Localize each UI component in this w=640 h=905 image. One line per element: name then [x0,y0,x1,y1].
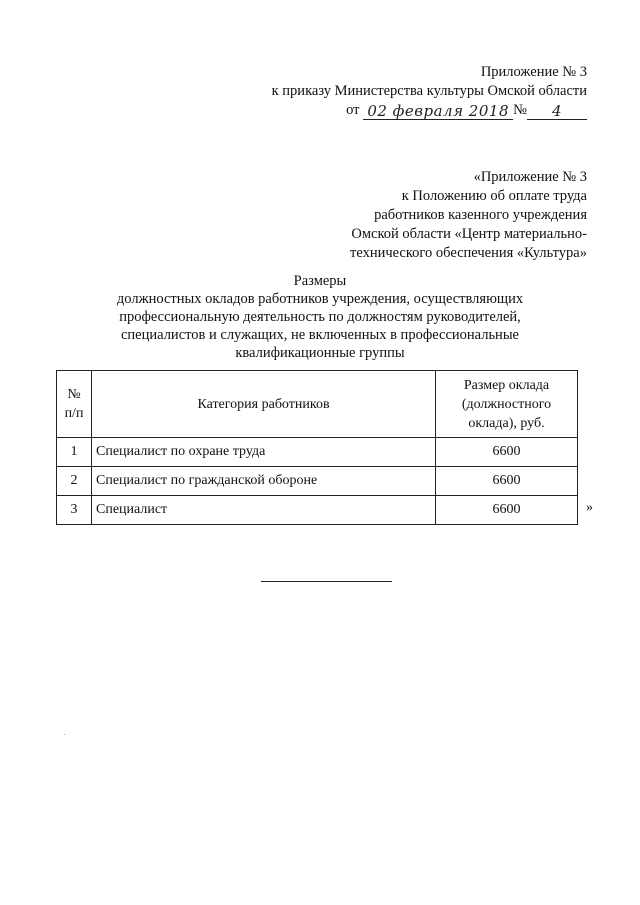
row-category: Специалист по гражданской обороне [92,467,436,496]
row-salary: 6600 [436,438,578,467]
header-salary [436,371,578,438]
table-row [57,467,578,496]
title-line: должностных окладов работников учреждения, осуществляющих [116,291,524,307]
title-line: профессиональную деятельность по должностям руководителей, [119,309,521,325]
row-category: Специалист [92,496,436,525]
annex-quote-line: Омской области «Центр материально- [351,226,587,242]
table-row [57,496,578,525]
annex-quote-line: технического обеспечения «Культура» [349,245,587,261]
row-category: Специалист по охране труда [92,438,436,467]
salary-table [56,370,578,525]
annex-quote-block [350,168,587,263]
from-label: от [346,102,360,118]
bottom-divider [261,581,392,582]
header-salary-line: оклада), руб. [468,415,545,431]
header-number-line: № [67,387,81,402]
date-field [363,102,513,120]
annex-header [272,63,587,120]
annex-title: Приложение № 3 [480,64,587,80]
header-salary-line: (должностного [461,396,552,412]
row-number: 2 [57,467,92,496]
handwritten-date: 02 февраля 2018 [367,102,509,120]
document-title [80,272,560,362]
annex-quote-line: к Положению об оплате труда [401,188,587,204]
title-line: специалистов и служащих, не включенных в профессиональные [120,327,519,343]
header-number [57,371,92,438]
title-line: Размеры [293,273,347,289]
order-date-line [346,101,587,120]
row-number: 3 [57,496,92,525]
row-number: 1 [57,438,92,467]
scan-artifact [64,734,65,735]
annex-reference: к приказу Министерства культуры Омской области [271,83,587,99]
handwritten-number: 4 [551,102,563,120]
title-line: квалификационные группы [235,345,405,361]
closing-quote: » [586,500,593,515]
number-label: № [513,102,527,118]
header-number-line: п/п [64,406,84,421]
header-category: Категория работников [92,371,436,438]
table-header-row [57,371,578,438]
row-salary: 6600 [436,467,578,496]
annex-quote-line: «Приложение № 3 [473,169,587,185]
row-salary: 6600 [436,496,578,525]
number-field [527,102,587,120]
annex-quote-line: работников казенного учреждения [374,207,587,223]
header-salary-line: Размер оклада [463,377,550,393]
table-row [57,438,578,467]
